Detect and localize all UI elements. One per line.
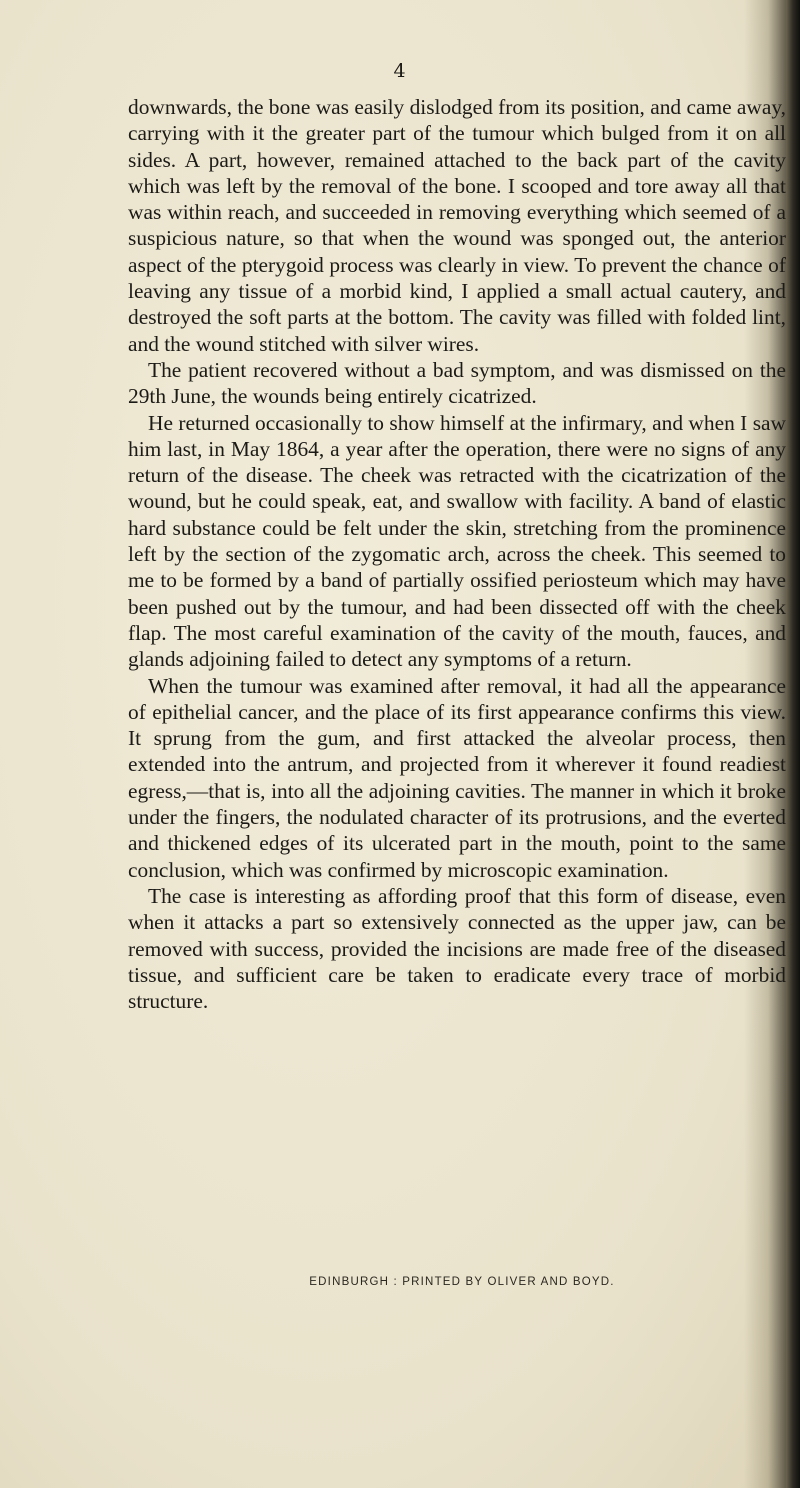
paragraph-3: He returned occasionally to show himself at the infirmary, and when I saw him last, in May 1864, a year after the operation, there were no signs of any return of the disease. The cheek was retracted with the cicatrization of the wound, but he could speak, eat, and swallow with facility. A band of elastic hard substance could be felt under the skin, stretching from the prominence left by the section of the zygomatic arch, across the cheek. This seemed to me to be formed by a band of partially ossified periosteum which may have been pushed out by the tumour, and had been dissected off with the cheek flap. The most careful examination of the cavity of the mouth, fauces, and glands adjoining failed to detect any symptoms of a return.: [128, 410, 786, 672]
printer-imprint: EDINBURGH : PRINTED BY OLIVER AND BOYD.: [309, 1276, 615, 1288]
page-edge-shadow: [786, 0, 800, 1488]
paragraph-1: downwards, the bone was easily dislodged from its position, and came away, carrying with it the greater part of the tumour which bulged from it on all sides. A part, however, remained attached to the back part of the cavity which was left by the removal of the bone. I scooped and tore away all that was within reach, and succeeded in removing everything which seemed of a suspicious nature, so that when the wound was sponged out, the anterior aspect of the pterygoid process was clearly in view. To prevent the chance of leaving any tissue of a morbid kind, I applied a small actual cautery, and destroyed the soft parts at the bottom. The cavity was filled with folded lint, and the wound stitched with silver wires.: [128, 95, 787, 356]
paragraph-2: The patient recovered without a bad symptom, and was dismissed on the 29th June, the wounds being entirely cicatrized.: [128, 357, 786, 409]
paragraph-5: The case is interesting as affording proof that this form of disease, even when it attacks a part so extensively connected as the upper jaw, can be removed with success, provided the incisions are made free of the diseased tissue, and sufficient care be taken to eradicate every trace of morbid structure.: [128, 883, 786, 1014]
paragraph-4: When the tumour was examined after removal, it had all the appearance of epithelial cancer, and the place of its first appearance confirms this view. It sprung from the gum, and first attacked the alveolar process, then extended into the antrum, and projected from it wherever it found readiest egress,—that is, into all the adjoining cavities. The manner in which it broke under the fingers, the nodulated character of its protrusions, and the everted and thickened edges of its ulcerated part in the mouth, point to the same conclusion, which was confirmed by microscopic examination.: [128, 673, 786, 882]
body-text: [128, 94, 786, 1014]
page-number: 4: [393, 60, 407, 82]
